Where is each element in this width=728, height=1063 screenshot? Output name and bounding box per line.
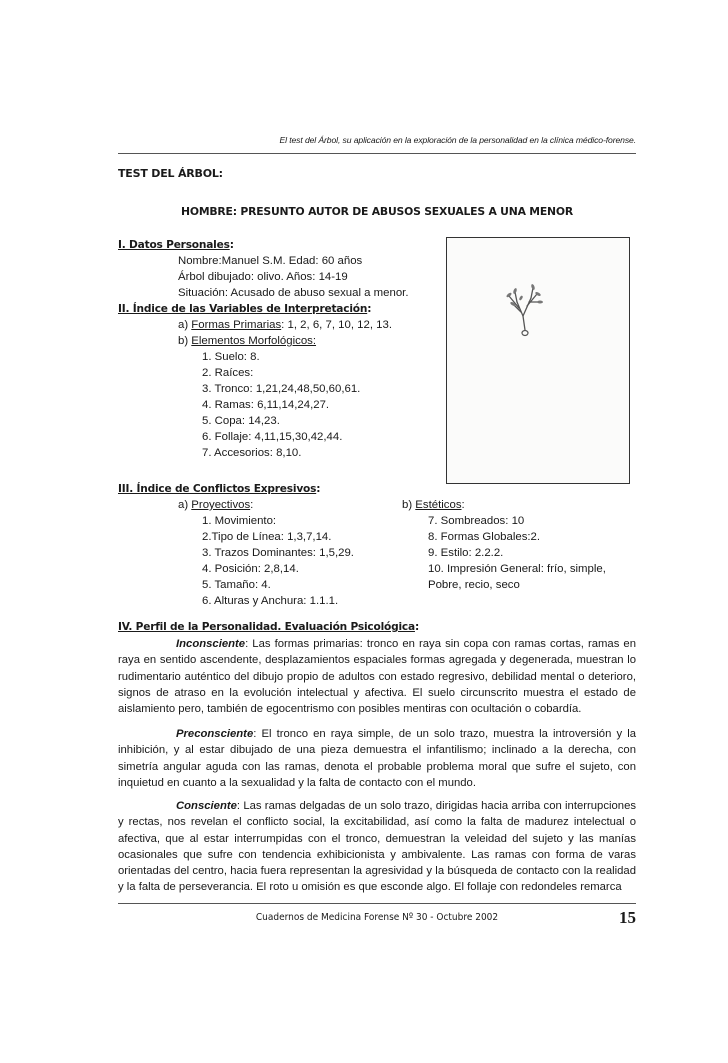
estetico-item: 7. Sombreados: 10 xyxy=(428,515,525,527)
paragraph-preconsciente: Preconsciente: El tronco en raya simple, de un solo trazo, muestra la introversión y la inhibición, y al estar dibujado de una pieza demuestra el infantilismo; inclinado a la derecha, con simetría angular aguda con las ramas, denota el probable problema moral que sufre el sujeto, con inquietud en cuanto a la sexualidad y la falta de contacto con el mundo. xyxy=(118,728,636,789)
paragraph-inconsciente: Inconsciente: Las formas primarias: tronco en raya sin copa con ramas cortas, ramas en raya en sentido ascendente, desplazamientos espaciales formas agregada y degenerada, muestran lo rudimentario auténtico del dibujo propio de adultos con estado regresivo, debilidad mental o deterioro, signos de atraso en la evolución intelectual y afectiva. El suelo circunscrito muestra el estado de aislamiento pero, también de egocentrismo con posibles mentiras con ocultación o cobardía. xyxy=(118,638,636,716)
section-title: TEST DEL ÁRBOL: xyxy=(118,167,223,180)
page-number: 15 xyxy=(619,908,636,927)
header-rule xyxy=(118,153,636,154)
formas-primarias-line: a) Formas Primarias: 1, 2, 6, 7, 10, 12, 13. xyxy=(178,319,392,331)
conflictos-heading: III. Índice de Conflictos Expresivos: xyxy=(118,483,321,495)
indice-item: 2. Raíces: xyxy=(202,367,254,379)
paragraph-consciente: Consciente: Las ramas delgadas de un solo trazo, dirigidas hacia arriba con interrupciones y rectas, nos revelan el conflicto social, la excitabilidad, así como la falta de madurez intelectual o afectiva, que al estar interrumpidas con el tronco, demuestran la veleidad del sujeto y las manías ocasionales que sufre con tendencia exhibicionista y ambivalente. Las ramas con forma de varas orientadas del centro, hacia fuera representan la agresividad y la búsqueda de contacto con la realidad y la falta de perseverancia. El roto u omisión es que esconde algo. El follaje con redondeles remarca xyxy=(118,800,636,894)
indice-heading: II. Índice de las Variables de Interpretación: xyxy=(118,303,372,315)
perfil-heading: IV. Perfil de la Personalidad. Evaluación Psicológica: xyxy=(118,621,419,633)
indice-item: 3. Tronco: 1,21,24,48,50,60,61. xyxy=(202,383,361,395)
datos-heading: I. Datos Personales: xyxy=(118,239,234,251)
proyectivo-item: 2.Tipo de Línea: 1,3,7,14. xyxy=(202,531,332,543)
footer-rule xyxy=(118,903,636,904)
subtitle: HOMBRE: PRESUNTO AUTOR DE ABUSOS SEXUALES A UNA MENOR xyxy=(181,205,573,218)
indice-item: 5. Copa: 14,23. xyxy=(202,415,280,427)
datos-line: Árbol dibujado: olivo. Años: 14-19 xyxy=(178,271,348,283)
datos-line: Situación: Acusado de abuso sexual a menor. xyxy=(178,287,409,299)
indice-item: 1. Suelo: 8. xyxy=(202,351,260,363)
datos-line: Nombre:Manuel S.M. Edad: 60 años xyxy=(178,255,363,267)
estetico-item: Pobre, recio, seco xyxy=(428,579,520,591)
tree-drawing-figure xyxy=(446,237,630,484)
elementos-morfologicos-line: b) Elementos Morfológicos: xyxy=(178,335,317,347)
indice-item: 6. Follaje: 4,11,15,30,42,44. xyxy=(202,431,343,443)
esteticos-label: b) Estéticos: xyxy=(402,499,465,511)
tree-drawing-icon xyxy=(447,238,629,483)
estetico-item: 10. Impresión General: frío, simple, xyxy=(428,563,606,575)
proyectivo-item: 1. Movimiento: xyxy=(202,515,277,527)
proyectivo-item: 4. Posición: 2,8,14. xyxy=(202,563,299,575)
journal-citation: Cuadernos de Medicina Forense Nº 30 - Octubre 2002 xyxy=(255,912,499,923)
proyectivo-item: 3. Trazos Dominantes: 1,5,29. xyxy=(202,547,354,559)
running-header: El test del Árbol, su aplicación en la exploración de la personalidad en la clínica médico-forense. xyxy=(279,135,636,145)
estetico-item: 8. Formas Globales:2. xyxy=(428,531,541,543)
proyectivos-label: a) Proyectivos: xyxy=(178,499,254,511)
proyectivo-item: 5. Tamaño: 4. xyxy=(202,579,271,591)
indice-item: 7. Accesorios: 8,10. xyxy=(202,447,302,459)
proyectivo-item: 6. Alturas y Anchura: 1.1.1. xyxy=(202,595,339,607)
indice-item: 4. Ramas: 6,11,14,24,27. xyxy=(202,399,330,411)
estetico-item: 9. Estilo: 2.2.2. xyxy=(428,547,504,559)
